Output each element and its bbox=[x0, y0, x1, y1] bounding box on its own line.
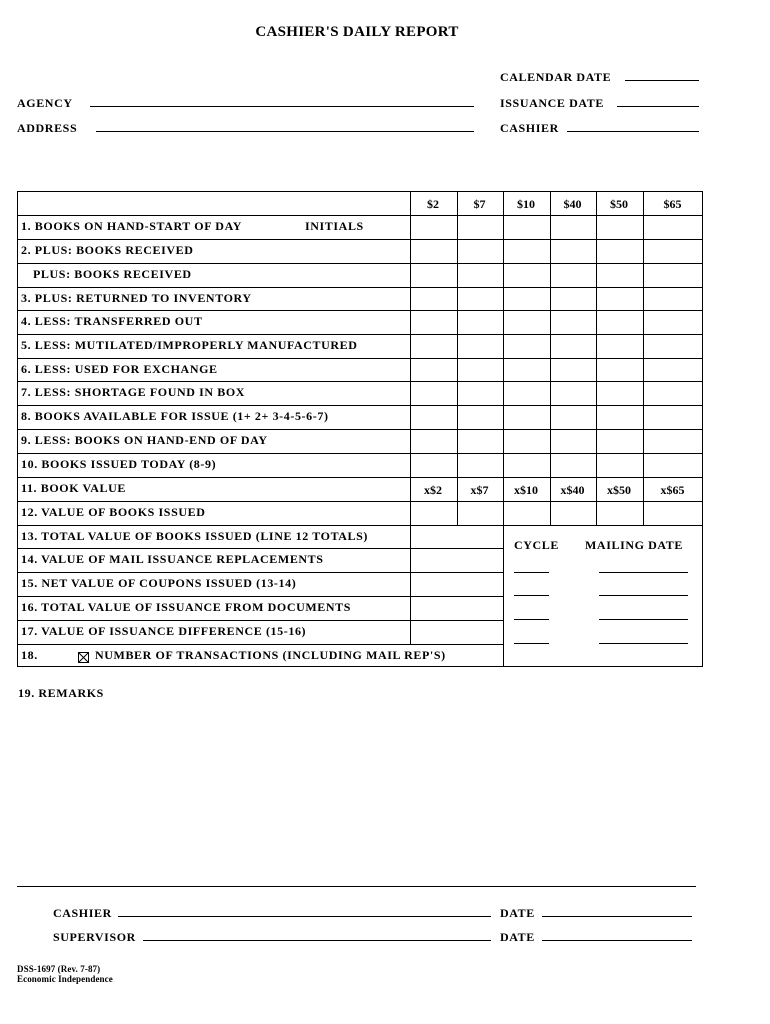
row-label-7: 7. LESS: SHORTAGE FOUND IN BOX bbox=[21, 385, 246, 399]
row-label-4: 4. LESS: TRANSFERRED OUT bbox=[21, 314, 203, 328]
row-label-18: NUMBER OF TRANSACTIONS (INCLUDING MAIL REP'S) bbox=[95, 648, 446, 662]
table-rule bbox=[17, 239, 703, 240]
denom-header-50: $50 bbox=[610, 197, 628, 211]
table-rule bbox=[410, 191, 411, 525]
book-value-10: x$10 bbox=[514, 483, 538, 497]
department-name: Economic Independence bbox=[17, 974, 113, 984]
mailing-date-label: MAILING DATE bbox=[585, 538, 683, 552]
row-label-6: 6. LESS: USED FOR EXCHANGE bbox=[21, 362, 218, 376]
signature-supervisor-date-field[interactable] bbox=[542, 940, 692, 941]
remarks-label: 19. REMARKS bbox=[18, 686, 104, 700]
table-rule bbox=[503, 191, 504, 525]
table-rule bbox=[17, 263, 703, 264]
calendar-date-label: CALENDAR DATE bbox=[500, 70, 612, 84]
table-rule bbox=[17, 215, 703, 216]
table-rule bbox=[17, 287, 703, 288]
row-label-10: 10. BOOKS ISSUED TODAY (8-9) bbox=[21, 457, 217, 471]
cycle-label: CYCLE bbox=[514, 538, 560, 552]
table-rule bbox=[17, 310, 703, 311]
book-value-7: x$7 bbox=[470, 483, 489, 497]
cycle-field-1[interactable] bbox=[514, 572, 549, 573]
row-label-5: 5. LESS: MUTILATED/IMPROPERLY MANUFACTURED bbox=[21, 338, 358, 352]
initials-label: INITIALS bbox=[305, 219, 364, 233]
denom-header-2: $2 bbox=[427, 197, 439, 211]
table-rule bbox=[17, 429, 703, 430]
cycle-field-4[interactable] bbox=[514, 643, 549, 644]
checkbox-x-icon[interactable] bbox=[78, 650, 89, 661]
report-table bbox=[17, 191, 703, 667]
cashier-label: CASHIER bbox=[500, 121, 559, 135]
table-rule bbox=[17, 358, 703, 359]
signature-cashier-date-label: DATE bbox=[500, 906, 535, 920]
table-rule bbox=[17, 596, 503, 597]
table-rule bbox=[17, 548, 503, 549]
signature-cashier-date-field[interactable] bbox=[542, 916, 692, 917]
address-label: ADDRESS bbox=[17, 121, 78, 135]
signature-supervisor-label: SUPERVISOR bbox=[53, 930, 136, 944]
agency-field[interactable] bbox=[90, 106, 474, 107]
table-rule bbox=[17, 501, 703, 502]
denom-header-10: $10 bbox=[517, 197, 535, 211]
row-label-18-number: 18. bbox=[21, 648, 38, 662]
issuance-date-field[interactable] bbox=[617, 106, 699, 107]
row-label-15: 15. NET VALUE OF COUPONS ISSUED (13-14) bbox=[21, 576, 297, 590]
mailing-date-field-1[interactable] bbox=[599, 572, 688, 573]
signature-cashier-label: CASHIER bbox=[53, 906, 112, 920]
agency-label: AGENCY bbox=[17, 96, 73, 110]
mailing-date-field-3[interactable] bbox=[599, 619, 688, 620]
row-label-2: 2. PLUS: BOOKS RECEIVED bbox=[21, 243, 194, 257]
table-rule bbox=[17, 453, 703, 454]
row-label-3: 3. PLUS: RETURNED TO INVENTORY bbox=[21, 291, 252, 305]
address-field[interactable] bbox=[96, 131, 474, 132]
row-label-12: 12. VALUE OF BOOKS ISSUED bbox=[21, 505, 206, 519]
cycle-field-2[interactable] bbox=[514, 595, 549, 596]
table-rule bbox=[17, 405, 703, 406]
table-rule bbox=[17, 381, 703, 382]
page-title: CASHIER'S DAILY REPORT bbox=[255, 24, 459, 40]
book-value-2: x$2 bbox=[424, 483, 442, 497]
row-label-14: 14. VALUE OF MAIL ISSUANCE REPLACEMENTS bbox=[21, 552, 324, 566]
row-label-13: 13. TOTAL VALUE OF BOOKS ISSUED (LINE 12 TOTALS) bbox=[21, 529, 369, 543]
table-rule bbox=[503, 525, 504, 667]
table-rule bbox=[550, 191, 551, 525]
row-label-8: 8. BOOKS AVAILABLE FOR ISSUE (1+ 2+ 3-4-5-6-7) bbox=[21, 409, 329, 423]
issuance-date-label: ISSUANCE DATE bbox=[500, 96, 604, 110]
table-rule bbox=[17, 334, 703, 335]
row-label-9: 9. LESS: BOOKS ON HAND-END OF DAY bbox=[21, 433, 268, 447]
row-label-2b: PLUS: BOOKS RECEIVED bbox=[33, 267, 192, 281]
table-rule bbox=[17, 572, 503, 573]
table-rule bbox=[643, 191, 644, 525]
denom-header-65: $65 bbox=[663, 197, 682, 211]
table-rule bbox=[457, 191, 458, 525]
table-rule bbox=[596, 191, 597, 525]
book-value-40: x$40 bbox=[560, 483, 585, 497]
row-label-16: 16. TOTAL VALUE OF ISSUANCE FROM DOCUMENTS bbox=[21, 600, 352, 614]
signature-cashier-field[interactable] bbox=[118, 916, 491, 917]
mailing-date-field-2[interactable] bbox=[599, 595, 688, 596]
row-label-11: 11. BOOK VALUE bbox=[21, 481, 126, 495]
form-number: DSS-1697 (Rev. 7-87) bbox=[17, 964, 101, 974]
row-label-17: 17. VALUE OF ISSUANCE DIFFERENCE (15-16) bbox=[21, 624, 307, 638]
denom-header-40: $40 bbox=[563, 197, 582, 211]
book-value-65: x$65 bbox=[660, 483, 685, 497]
table-rule bbox=[410, 525, 411, 644]
book-value-50: x$50 bbox=[607, 483, 631, 497]
row-label-1: 1. BOOKS ON HAND-START OF DAY bbox=[21, 219, 243, 233]
table-rule bbox=[17, 525, 703, 526]
cycle-field-3[interactable] bbox=[514, 619, 549, 620]
signature-supervisor-date-label: DATE bbox=[500, 930, 535, 944]
table-rule bbox=[17, 477, 703, 478]
cashier-field[interactable] bbox=[567, 131, 699, 132]
signature-supervisor-field[interactable] bbox=[143, 940, 491, 941]
denom-header-7: $7 bbox=[473, 197, 486, 211]
table-rule bbox=[17, 644, 503, 645]
remarks-bottom-rule bbox=[17, 886, 696, 887]
calendar-date-field[interactable] bbox=[625, 80, 699, 81]
table-rule bbox=[17, 620, 503, 621]
mailing-date-field-4[interactable] bbox=[599, 643, 688, 644]
